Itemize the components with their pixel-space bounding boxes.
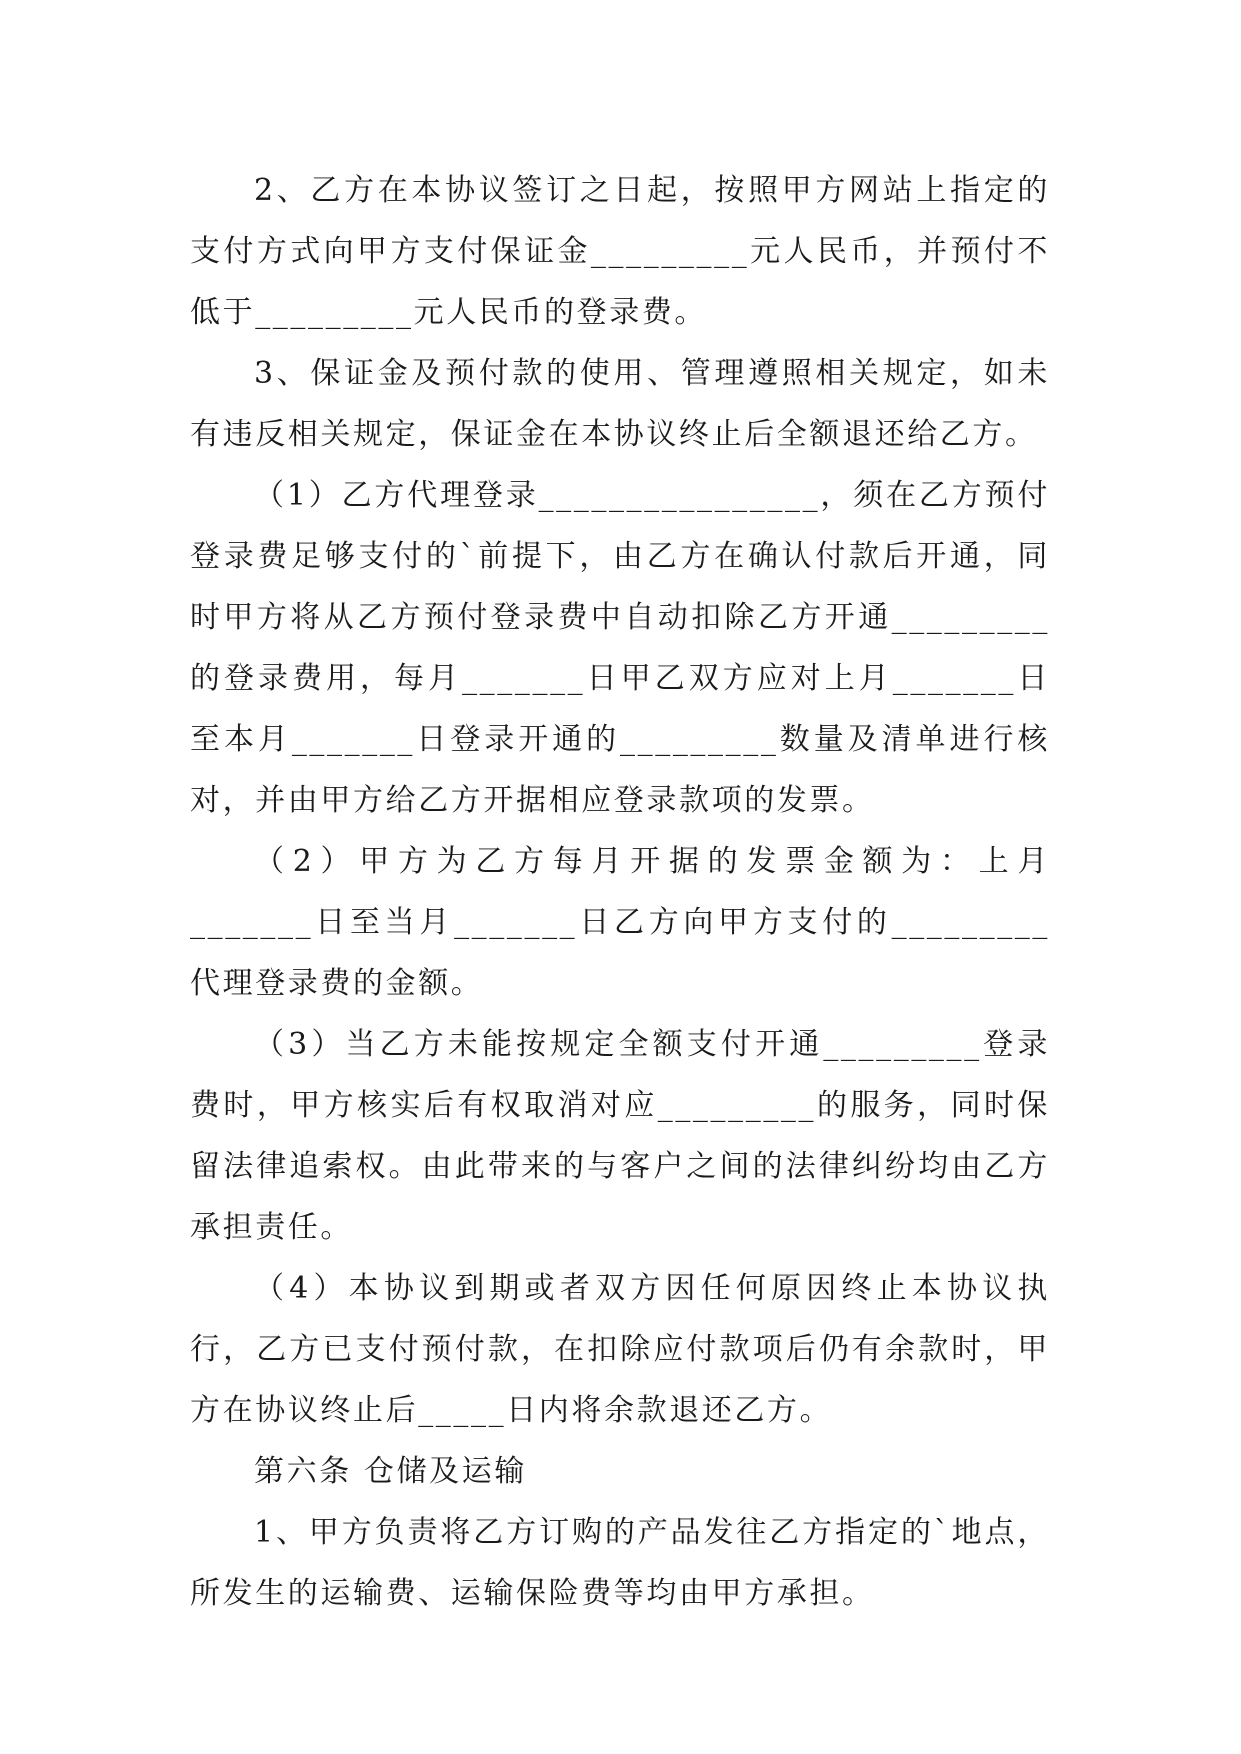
paragraph-item-1: （1）乙方代理登录________________，须在乙方预付登录费足够支付的`前提下，由乙方在确认付款后开通，同时甲方将从乙方预付登录费中自动扣除乙方开通_________的登录费用，每月_______日甲乙双方应对上月_______日至本月_______日登录开通的_________数量及清单进行核对，并由甲方给乙方开据相应登录款项的发票。 <box>190 478 1050 818</box>
paragraph-item-3: （3）当乙方未能按规定全额支付开通_________登录费时，甲方核实后有权取消对应_________的服务，同时保留法律追索权。由此带来的与客户之间的法律纠纷均由乙方承担责任。 <box>190 1027 1050 1245</box>
paragraph-clause-3: 3、保证金及预付款的使用、管理遵照相关规定，如未有违反相关规定，保证金在本协议终止后全额退还给乙方。 <box>190 356 1050 452</box>
paragraph-item-4: （4）本协议到期或者双方因任何原因终止本协议执行，乙方已支付预付款，在扣除应付款项后仍有余款时，甲方在协议终止后_____日内将余款退还乙方。 <box>190 1271 1050 1428</box>
paragraph-clause-2: 2、乙方在本协议签订之日起，按照甲方网站上指定的支付方式向甲方支付保证金_________元人民币，并预付不低于_________元人民币的登录费。 <box>190 173 1050 330</box>
document-body <box>190 160 1050 1624</box>
section-heading-article-6: 第六条 仓储及运输 <box>254 1454 527 1489</box>
paragraph-article-6-clause-1: 1、甲方负责将乙方订购的产品发往乙方指定的`地点，所发生的运输费、运输保险费等均由甲方承担。 <box>190 1515 1050 1611</box>
paragraph-item-2: （2）甲方为乙方每月开据的发票金额为：上月_______日至当月_______日乙方向甲方支付的_________代理登录费的金额。 <box>190 844 1050 1001</box>
